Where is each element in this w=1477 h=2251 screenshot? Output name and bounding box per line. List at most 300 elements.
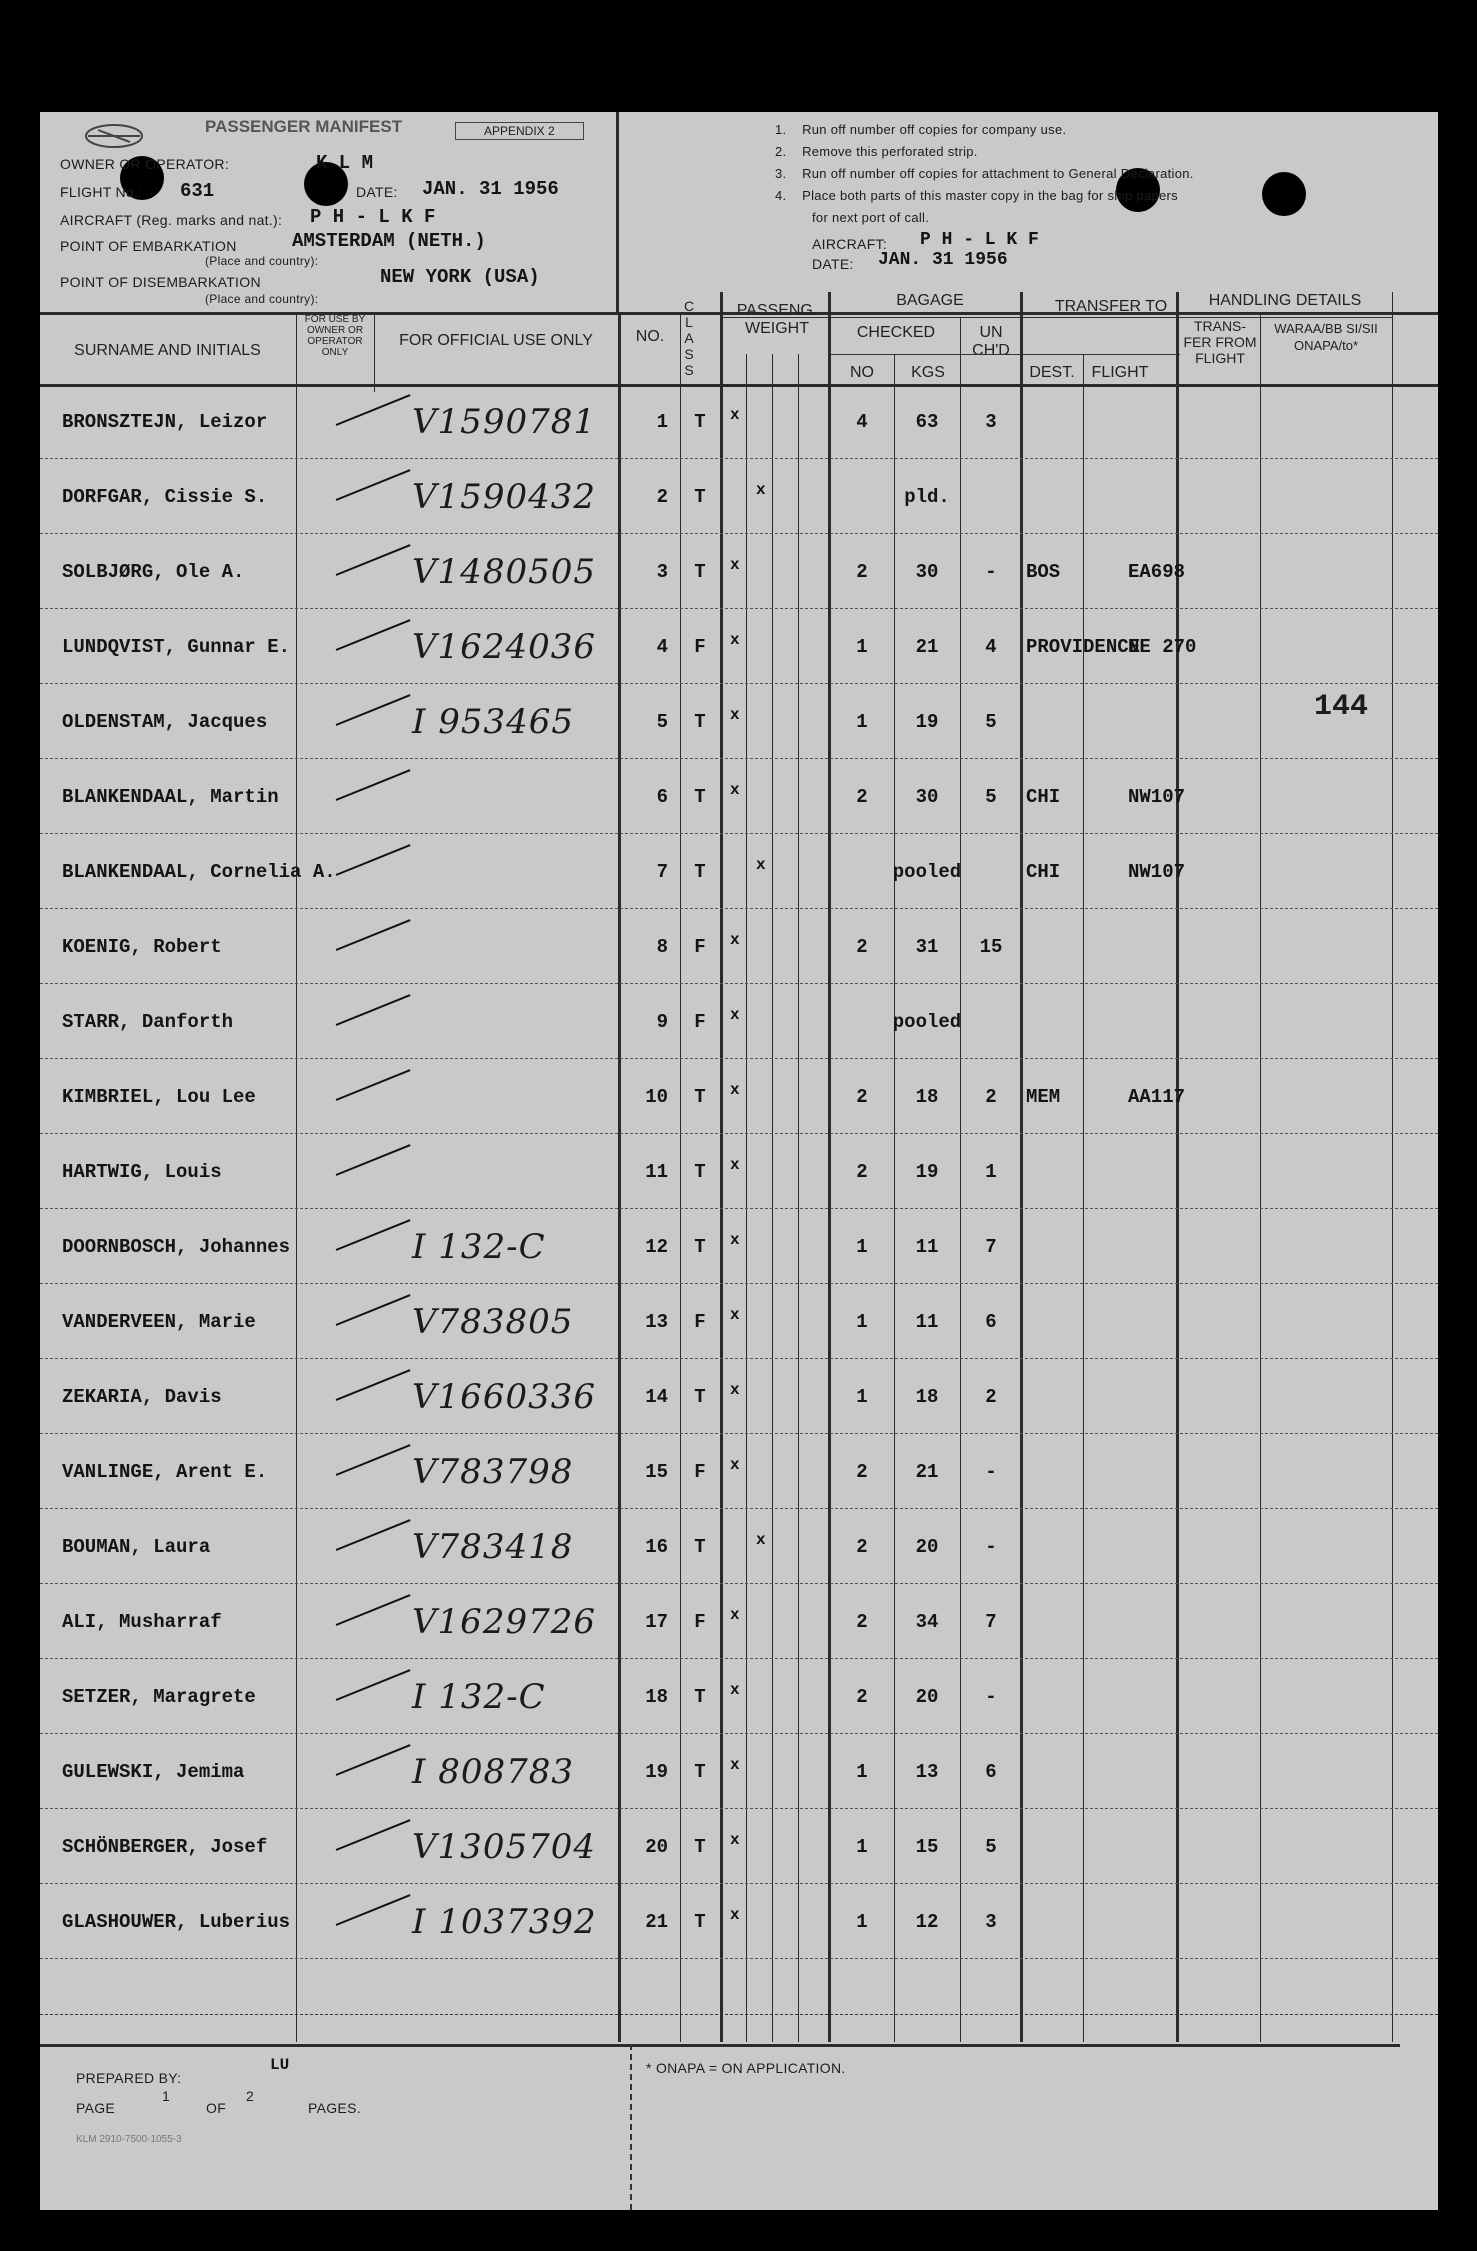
unchecked (962, 909, 1020, 984)
bag-no-text: 4 (856, 410, 868, 433)
unchecked (962, 759, 1020, 834)
passenger-no (622, 984, 668, 1059)
transfer-dest-text: PROVIDENCE (1026, 635, 1141, 658)
passenger-no (622, 684, 668, 759)
table-row (40, 534, 1438, 609)
passenger-no (622, 1134, 668, 1209)
passenger-no-text: 2 (656, 485, 668, 508)
passenger-class-text: T (694, 1235, 706, 1258)
official-number-text: V1624036 (412, 626, 596, 667)
unchecked-text: 7 (985, 1610, 997, 1633)
unchecked-text: 5 (985, 1835, 997, 1858)
strip-aircraft-value: P H - L K F (920, 230, 1039, 250)
passenger-name (62, 684, 382, 759)
passenger-no-text: 19 (645, 1760, 668, 1783)
weight-mark-icon: x (730, 406, 740, 424)
unchecked (962, 534, 1020, 609)
passenger-no-text: 3 (656, 560, 668, 583)
grid-line (374, 312, 375, 392)
passenger-class-text: T (694, 785, 706, 808)
strip-date-value: JAN. 31 1956 (878, 250, 1008, 270)
passenger-class-text: T (694, 1535, 706, 1558)
bag-kgs-text: 15 (915, 1835, 939, 1858)
passenger-name (62, 1434, 382, 1509)
passenger-class (682, 1809, 718, 1884)
passenger-name (62, 1284, 382, 1359)
passenger-class-text: T (694, 710, 706, 733)
instruction-5: for next port of call. (812, 210, 930, 225)
passenger-no (622, 1359, 668, 1434)
col-unchd: UN CH'D (972, 324, 1010, 359)
passenger-no-text: 17 (645, 1610, 668, 1633)
official-number-text: V1590432 (412, 476, 596, 517)
transfer-flight (1128, 1734, 1248, 1809)
unchecked (962, 1134, 1020, 1209)
unchecked-text: 3 (985, 1910, 997, 1933)
transfer-dest-text: BOS (1026, 560, 1061, 583)
table-row (40, 1509, 1438, 1584)
instruction-text: Place both parts of this master copy in the bag for ship papers (802, 188, 1178, 203)
weight-mark-icon: x (730, 1681, 740, 1699)
passenger-class-text: F (694, 1610, 706, 1633)
transfer-flight (1128, 1134, 1248, 1209)
transfer-flight-text: NW107 (1128, 860, 1186, 883)
bag-kgs-text: pooled (892, 1010, 962, 1033)
passenger-name-text: VANDERVEEN, Marie (62, 1310, 256, 1333)
col-dest: DEST. (1029, 364, 1075, 381)
bag-kgs-text: 11 (915, 1235, 939, 1258)
appendix-box: APPENDIX 2 (455, 122, 584, 140)
passenger-no (622, 609, 668, 684)
bag-kgs-text: 34 (915, 1610, 939, 1633)
bag-no-text: 2 (856, 1685, 868, 1708)
unchecked-text: 2 (985, 1385, 997, 1408)
passenger-name-text: BRONSZTEJN, Leizor (62, 410, 268, 433)
weight-mark-icon: x (730, 1081, 740, 1099)
official-number-text: V1305704 (412, 1826, 596, 1867)
passenger-class (682, 1734, 718, 1809)
bag-kgs (882, 1134, 972, 1209)
bag-kgs (882, 1809, 972, 1884)
unchecked (962, 1209, 1020, 1284)
bag-no-text: 2 (856, 785, 868, 808)
official-number-text: I 1037392 (412, 1901, 597, 1942)
bag-kgs-text: 19 (915, 1160, 939, 1183)
table-row (40, 684, 1438, 759)
transfer-flight (1128, 834, 1248, 909)
passenger-class-text: T (694, 1160, 706, 1183)
passenger-class-text: T (694, 1085, 706, 1108)
instruction-3: 3. Run off number off copies for attachment to General Declaration. (775, 166, 1194, 181)
bag-kgs (882, 984, 972, 1059)
bag-kgs (882, 1659, 972, 1734)
bag-kgs-text: 21 (915, 1460, 939, 1483)
table-row (40, 1209, 1438, 1284)
official-number-text: V1480505 (412, 551, 596, 592)
official-number (412, 609, 622, 684)
bag-kgs (882, 1284, 972, 1359)
weight-mark-icon: x (730, 1381, 740, 1399)
official-number-text: I 132-C (412, 1226, 546, 1267)
passenger-class (682, 534, 718, 609)
passenger-name (62, 1209, 382, 1284)
transfer-dest-text: MEM (1026, 1085, 1061, 1108)
passenger-no (622, 1734, 668, 1809)
table-row (40, 609, 1438, 684)
transfer-flight (1128, 1359, 1248, 1434)
passenger-class (682, 1059, 718, 1134)
col-bagage: BAGAGE (896, 292, 964, 309)
bag-kgs (882, 759, 972, 834)
passenger-no (622, 1284, 668, 1359)
page-no: 1 (162, 2088, 171, 2104)
passenger-name (62, 909, 382, 984)
unchecked (962, 834, 1020, 909)
header-rule (830, 354, 1180, 355)
unchecked (962, 459, 1020, 534)
unchecked (962, 1734, 1020, 1809)
unchecked-text: 5 (985, 710, 997, 733)
passenger-no-text: 18 (645, 1685, 668, 1708)
passenger-name-text: HARTWIG, Louis (62, 1160, 222, 1183)
transfer-flight (1128, 984, 1248, 1059)
passenger-class-text: T (694, 410, 706, 433)
table-row (40, 1884, 1438, 1959)
flight-label: FLIGHT No.: (60, 184, 143, 200)
weight-mark-icon: x (730, 781, 740, 799)
transfer-flight (1128, 1584, 1248, 1659)
col-handling: HANDLING DETAILS (1208, 292, 1362, 309)
passenger-no (622, 1584, 668, 1659)
transfer-flight (1128, 384, 1248, 459)
bag-no-text: 1 (856, 1760, 868, 1783)
pages-label: PAGES. (308, 2100, 361, 2116)
passenger-name (62, 1659, 382, 1734)
passenger-no-text: 8 (656, 935, 668, 958)
passenger-class (682, 984, 718, 1059)
passenger-class (682, 459, 718, 534)
passenger-name-text: OLDENSTAM, Jacques (62, 710, 268, 733)
transfer-dest-text: CHI (1026, 860, 1061, 883)
passenger-no (622, 1434, 668, 1509)
weight-mark-icon: x (730, 1006, 740, 1024)
date-label: DATE: (356, 184, 398, 200)
bag-kgs (882, 609, 972, 684)
passenger-class (682, 1284, 718, 1359)
passenger-class-text: F (694, 1460, 706, 1483)
passenger-no-text: 12 (645, 1235, 668, 1258)
flight-value: 631 (180, 180, 215, 202)
official-number (412, 834, 622, 909)
bag-no-text: 1 (856, 635, 868, 658)
bag-no-text: 1 (856, 1910, 868, 1933)
passenger-name (62, 1884, 382, 1959)
bag-kgs (882, 534, 972, 609)
transfer-flight (1128, 609, 1248, 684)
passenger-name (62, 1734, 382, 1809)
official-number-text: V783418 (412, 1526, 574, 1567)
unchecked (962, 1359, 1020, 1434)
official-number (412, 1059, 622, 1134)
weight-mark-icon: x (756, 481, 766, 499)
col-passeng-weight: PASSENG. WEIGHT (736, 302, 818, 337)
official-number (412, 1734, 622, 1809)
official-number (412, 1134, 622, 1209)
weight-mark-icon: x (730, 1231, 740, 1249)
transfer-dest-text: CHI (1026, 785, 1061, 808)
unchecked-text: 4 (985, 635, 997, 658)
passenger-class (682, 1134, 718, 1209)
table-row (40, 384, 1438, 459)
passenger-class (682, 1209, 718, 1284)
passenger-name (62, 1809, 382, 1884)
table-row (40, 1734, 1438, 1809)
passenger-no-text: 9 (656, 1010, 668, 1033)
passenger-no (622, 1209, 668, 1284)
owner-label: OWNER OR OPERATOR: (60, 156, 230, 172)
unchecked-text: 6 (985, 1760, 997, 1783)
form-title: PASSENGER MANIFEST (205, 117, 403, 136)
official-number (412, 534, 622, 609)
passenger-class-text: F (694, 1310, 706, 1333)
bag-no-text: 2 (856, 1610, 868, 1633)
passenger-name (62, 609, 382, 684)
passenger-no-text: 15 (645, 1460, 668, 1483)
embark-label: POINT OF EMBARKATION (60, 238, 237, 254)
unchecked-text: 6 (985, 1310, 997, 1333)
official-number (412, 984, 622, 1059)
passenger-class-text: T (694, 1685, 706, 1708)
passenger-class-text: T (694, 1385, 706, 1408)
col-transfer-from: TRANS- FER FROM FLIGHT (1183, 318, 1257, 366)
passenger-class (682, 684, 718, 759)
passenger-name-text: GULEWSKI, Jemima (62, 1760, 245, 1783)
instruction-text: Run off number off copies for company use. (802, 122, 1067, 137)
passenger-class-text: F (694, 1010, 706, 1033)
instruction-text: Run off number off copies for attachment to General Declaration. (802, 166, 1194, 181)
unchecked-text: 7 (985, 1235, 997, 1258)
disembark-value: NEW YORK (USA) (380, 266, 540, 288)
passenger-no (622, 534, 668, 609)
bag-no-text: 1 (856, 1385, 868, 1408)
unchecked (962, 1659, 1020, 1734)
passenger-no-text: 5 (656, 710, 668, 733)
bag-kgs-text: 31 (915, 935, 939, 958)
bag-kgs (882, 1059, 972, 1134)
transfer-flight (1128, 759, 1248, 834)
table-row (40, 1359, 1438, 1434)
header-rule (1178, 314, 1392, 315)
bag-kgs (882, 1584, 972, 1659)
place-country-label: (Place and country): (205, 254, 319, 268)
official-number-text: V1629726 (412, 1601, 596, 1642)
bag-no-text: 2 (856, 1160, 868, 1183)
passenger-name (62, 1584, 382, 1659)
bag-no-text: 2 (856, 935, 868, 958)
bag-kgs-text: 12 (915, 1910, 939, 1933)
weight-mark-icon: x (730, 1156, 740, 1174)
bag-kgs-text: 11 (915, 1310, 939, 1333)
col-checked-kgs: KGS (911, 364, 945, 381)
passenger-class-text: T (694, 1760, 706, 1783)
bag-no-text: 1 (856, 710, 868, 733)
bag-kgs-text: 20 (915, 1685, 939, 1708)
bag-kgs-text: 19 (915, 710, 939, 733)
passenger-no (622, 1509, 668, 1584)
transfer-flight (1128, 1884, 1248, 1959)
official-number-text: V783798 (412, 1451, 574, 1492)
bag-kgs (882, 459, 972, 534)
official-number (412, 1509, 622, 1584)
passenger-class (682, 609, 718, 684)
unchecked-text: - (985, 560, 997, 583)
weight-mark-icon: x (730, 1306, 740, 1324)
passenger-no-text: 16 (645, 1535, 668, 1558)
official-number-text: V1660336 (412, 1376, 596, 1417)
transfer-flight (1128, 1434, 1248, 1509)
instruction-1: 1. Run off number off copies for company use. (775, 122, 1067, 137)
unchecked (962, 1584, 1020, 1659)
unchecked-text: - (985, 1685, 997, 1708)
unchecked-text: 5 (985, 785, 997, 808)
official-number (412, 909, 622, 984)
bag-kgs (882, 1734, 972, 1809)
transfer-flight (1128, 1209, 1248, 1284)
passenger-class (682, 1434, 718, 1509)
bag-kgs-text: 63 (915, 410, 939, 433)
passenger-class-text: T (694, 560, 706, 583)
weight-mark-icon: x (730, 1756, 740, 1774)
passenger-name-text: SCHÖNBERGER, Josef (62, 1835, 268, 1858)
strip-date-label: DATE: (812, 256, 854, 272)
prepared-by-value: LU (270, 2056, 290, 2074)
passenger-no-text: 4 (656, 635, 668, 658)
passenger-name (62, 759, 382, 834)
bag-kgs-text: pooled (892, 860, 962, 883)
transfer-flight (1128, 1284, 1248, 1359)
col-class: CLASS (683, 298, 695, 378)
footer-rule (40, 2044, 1400, 2047)
onapa-note: * ONAPA = ON APPLICATION. (646, 2060, 846, 2076)
bag-no-text: 2 (856, 560, 868, 583)
weight-mark-icon: x (730, 706, 740, 724)
table-row (40, 834, 1438, 909)
table-row (40, 1059, 1438, 1134)
owner-value: K L M (316, 152, 374, 174)
form-number: KLM 2910-7500-1055-3 (76, 2134, 182, 2145)
bag-kgs (882, 1209, 972, 1284)
bag-no-text: 1 (856, 1310, 868, 1333)
passenger-class-text: F (694, 935, 706, 958)
passenger-no (622, 759, 668, 834)
passenger-no (622, 1809, 668, 1884)
transfer-flight (1128, 459, 1248, 534)
passenger-name-text: DORFGAR, Cissie S. (62, 485, 268, 508)
official-number (412, 1434, 622, 1509)
disembark-label: POINT OF DISEMBARKATION (60, 274, 261, 290)
unchecked (962, 984, 1020, 1059)
weight-mark-icon: x (756, 856, 766, 874)
bag-kgs (882, 1434, 972, 1509)
official-number (412, 1584, 622, 1659)
transfer-flight-text: NW107 (1128, 785, 1186, 808)
passenger-class (682, 1584, 718, 1659)
passenger-class (682, 759, 718, 834)
passenger-name (62, 1134, 382, 1209)
bag-no-text: 2 (856, 1535, 868, 1558)
official-number-text: I 808783 (412, 1751, 575, 1792)
passenger-name-text: STARR, Danforth (62, 1010, 234, 1033)
bag-no-text: 1 (856, 1835, 868, 1858)
bag-kgs-text: 13 (915, 1760, 939, 1783)
passenger-class (682, 909, 718, 984)
punch-hole (1262, 172, 1306, 216)
passenger-name-text: KOENIG, Robert (62, 935, 222, 958)
official-number (412, 1809, 622, 1884)
passenger-no (622, 1059, 668, 1134)
instruction-2: 2. Remove this perforated strip. (775, 144, 978, 159)
unchecked-text: 15 (979, 935, 1003, 958)
passenger-name-text: BLANKENDAAL, Cornelia A. (62, 860, 336, 883)
page-label: PAGE (76, 2100, 116, 2116)
transfer-flight (1128, 1059, 1248, 1134)
weight-mark-icon: x (730, 1456, 740, 1474)
official-number-text: V783805 (412, 1301, 574, 1342)
bag-kgs-text: 30 (915, 785, 939, 808)
passenger-no-text: 7 (656, 860, 668, 883)
passenger-class (682, 834, 718, 909)
passenger-class (682, 1884, 718, 1959)
bag-kgs (882, 834, 972, 909)
passenger-no-text: 10 (645, 1085, 668, 1108)
unchecked (962, 1434, 1020, 1509)
bag-kgs (882, 1884, 972, 1959)
page-total: 2 (246, 2088, 255, 2104)
weight-mark-icon: x (730, 556, 740, 574)
transfer-flight (1128, 534, 1248, 609)
instruction-4: 4. Place both parts of this master copy in the bag for ship papers (775, 188, 1178, 203)
official-number (412, 684, 622, 759)
table-row (40, 1434, 1438, 1509)
official-number-text: V1590781 (412, 401, 596, 442)
table-row (40, 1809, 1438, 1884)
bag-kgs (882, 384, 972, 459)
passenger-class (682, 1659, 718, 1734)
weight-mark-icon: x (756, 1531, 766, 1549)
table-row (40, 1134, 1438, 1209)
passenger-no-text: 21 (645, 1910, 668, 1933)
official-number (412, 1209, 622, 1284)
bag-no-text: 2 (856, 1085, 868, 1108)
passenger-class (682, 1359, 718, 1434)
passenger-no (622, 909, 668, 984)
passenger-name-text: BOUMAN, Laura (62, 1535, 211, 1558)
col-surname: SURNAME AND INITIALS (74, 342, 261, 359)
passenger-name (62, 534, 382, 609)
bag-no-text: 2 (856, 1460, 868, 1483)
unchecked (962, 1284, 1020, 1359)
perforation-line (616, 112, 619, 312)
passenger-no-text: 14 (645, 1385, 668, 1408)
official-number (412, 459, 622, 534)
passenger-name-text: BLANKENDAAL, Martin (62, 785, 279, 808)
official-number (412, 1284, 622, 1359)
place-country-label: (Place and country): (205, 292, 319, 306)
transfer-flight (1128, 1809, 1248, 1884)
prepared-by-label: PREPARED BY: (76, 2070, 182, 2086)
passenger-no (622, 459, 668, 534)
passenger-class-text: T (694, 1835, 706, 1858)
